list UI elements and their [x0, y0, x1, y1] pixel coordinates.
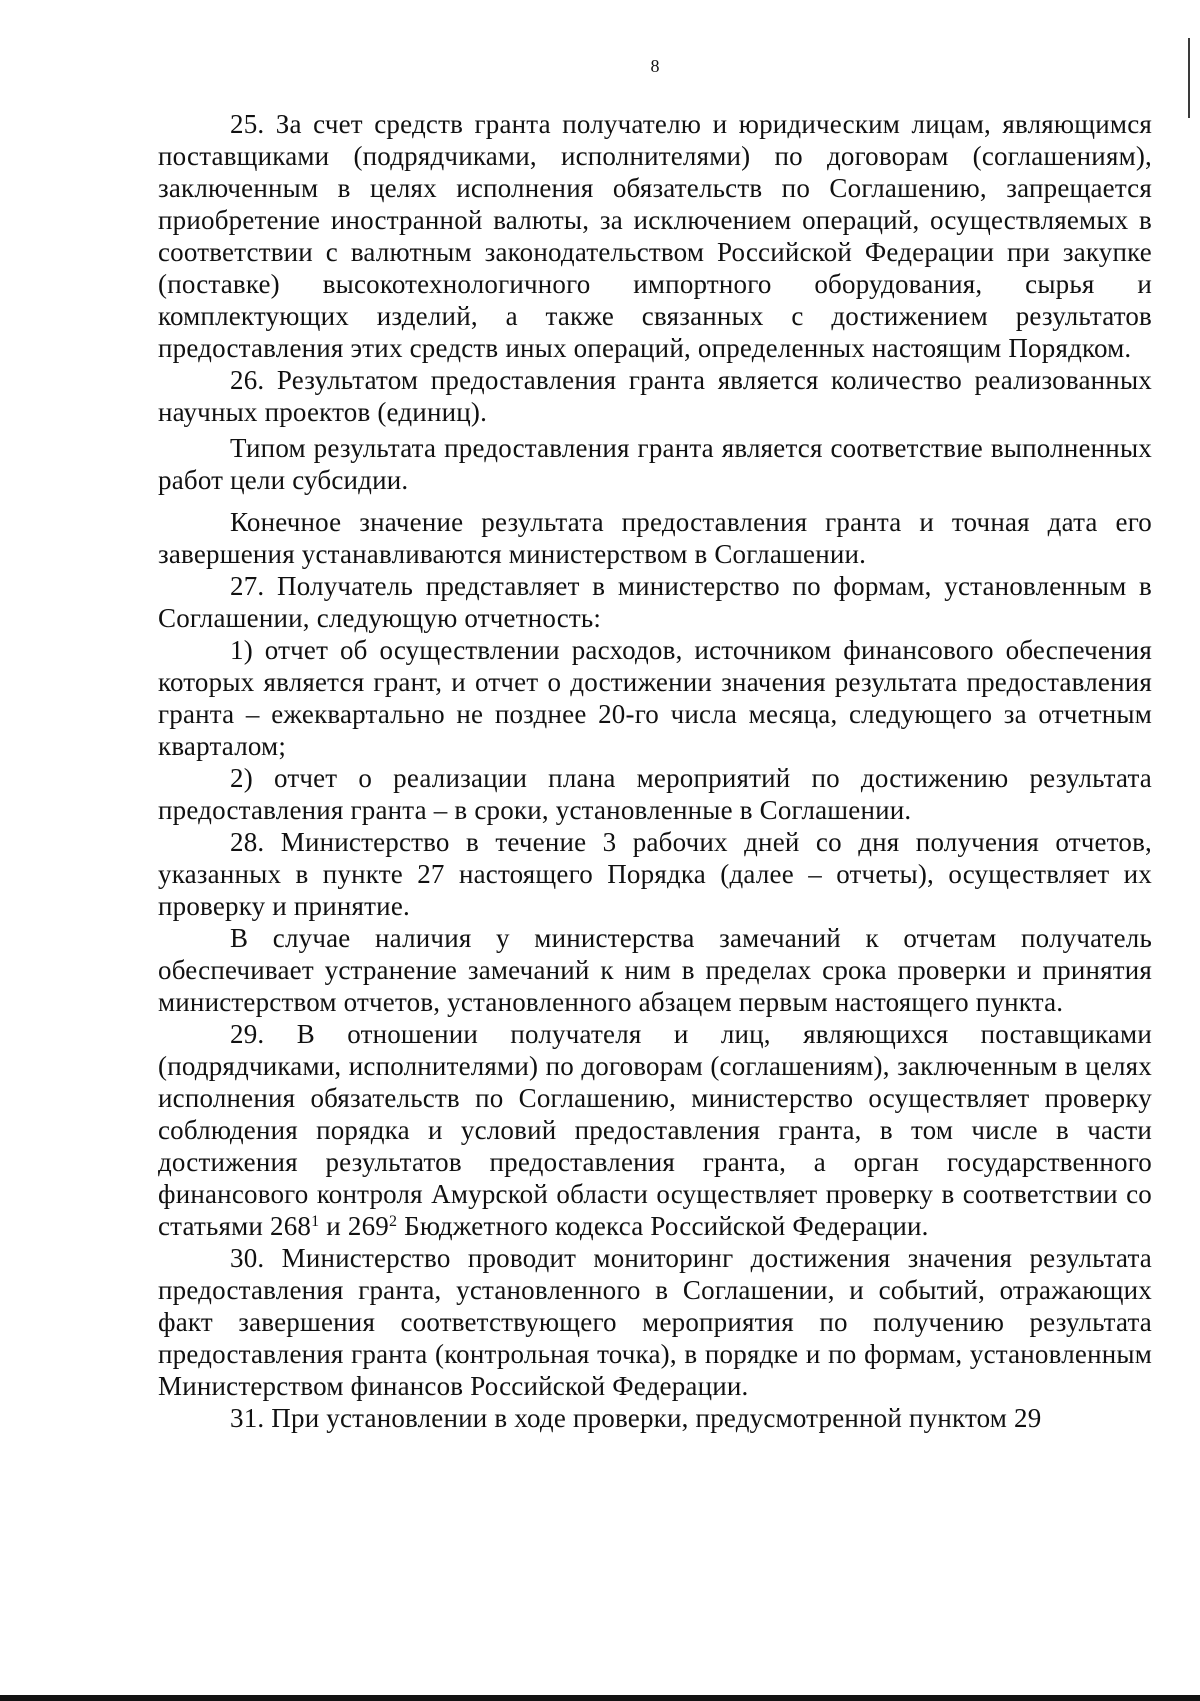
paragraph-26-final-value: Конечное значение результата предоставления гранта и точная дата его завершения устанавливаются министерством в Соглашении.: [158, 507, 1152, 569]
paragraph-30: 30. Министерство проводит мониторинг достижения значения результата предоставления гранта, установленного в Соглашении, и событий, отражающих факт завершения соответствующего мероприятия по получению результата предоставления гранта (контрольная точка), в порядке и по формам, установленным Министерством финансов Российской Федерации.: [158, 1243, 1152, 1401]
paragraph-27-item-2: 2) отчет о реализации плана мероприятий по достижению результата предоставления гранта – в сроки, установленные в Соглашении.: [158, 763, 1152, 825]
article-268-superscript: 1: [311, 1213, 320, 1230]
paragraph-29-text-mid: и 269: [319, 1211, 389, 1241]
paragraph-29-text-start: 29. В отношении получателя и лиц, являющихся поставщиками (подрядчиками, исполнителями) по договорам (соглашениям), заключенным в целях исполнения обязательств по Соглашению, министерство осуществляет проверку соблюдения порядка и условий предоставления гранта, в том числе в части достижения результатов предоставления гранта, а орган государственного финансового контроля Амурской области осуществляет проверку в соответствии со статьями 268: [158, 1019, 1152, 1241]
paragraph-31: 31. При установлении в ходе проверки, предусмотренной пунктом 29: [230, 1403, 1042, 1433]
paragraph-27-item-1: 1) отчет об осуществлении расходов, источником финансового обеспечения которых является грант, и отчет о достижении значения результата предоставления гранта – ежеквартально не позднее 20-го числа месяца, следующего за отчетным кварталом;: [158, 635, 1152, 761]
paragraph-29: [158, 1018, 1152, 1242]
paragraph-25: 25. За счет средств гранта получателю и юридическим лицам, являющимся поставщиками (подрядчиками, исполнителями) по договорам (соглашениям), заключенным в целях исполнения обязательств по Соглашению, запрещается приобретение иностранной валюты, за исключением операций, осуществляемых в соответствии с валютным законодательством Российской Федерации при закупке (поставке) высокотехнологичного импортного оборудования, сырья и комплектующих изделий, а также связанных с достижением результатов предоставления этих средств иных операций, определенных настоящим Порядком.: [158, 109, 1152, 363]
paragraph-28: 28. Министерство в течение 3 рабочих дней со дня получения отчетов, указанных в пункте 27 настоящего Порядка (далее – отчеты), осуществляет их проверку и принятие.: [158, 827, 1152, 921]
paragraph-26: 26. Результатом предоставления гранта является количество реализованных научных проектов (единиц).: [158, 365, 1152, 427]
paragraph-27: 27. Получатель представляет в министерство по формам, установленным в Соглашении, следующую отчетность:: [158, 571, 1152, 633]
paragraph-26-result-type: Типом результата предоставления гранта является соответствие выполненных работ цели субсидии.: [158, 433, 1152, 495]
paragraph-29-text-end: Бюджетного кодекса Российской Федерации.: [397, 1211, 929, 1241]
document-body: [158, 108, 1152, 1434]
scan-edge-mark: [1188, 38, 1190, 118]
article-269-superscript: 2: [388, 1213, 398, 1230]
page-number: 8: [650, 56, 660, 76]
paragraph-28-remarks: В случае наличия у министерства замечаний к отчетам получатель обеспечивает устранение замечаний к ним в пределах срока проверки и принятия министерством отчетов, установленного абзацем первым настоящего пункта.: [158, 923, 1152, 1017]
scan-bottom-border: [0, 1695, 1200, 1701]
